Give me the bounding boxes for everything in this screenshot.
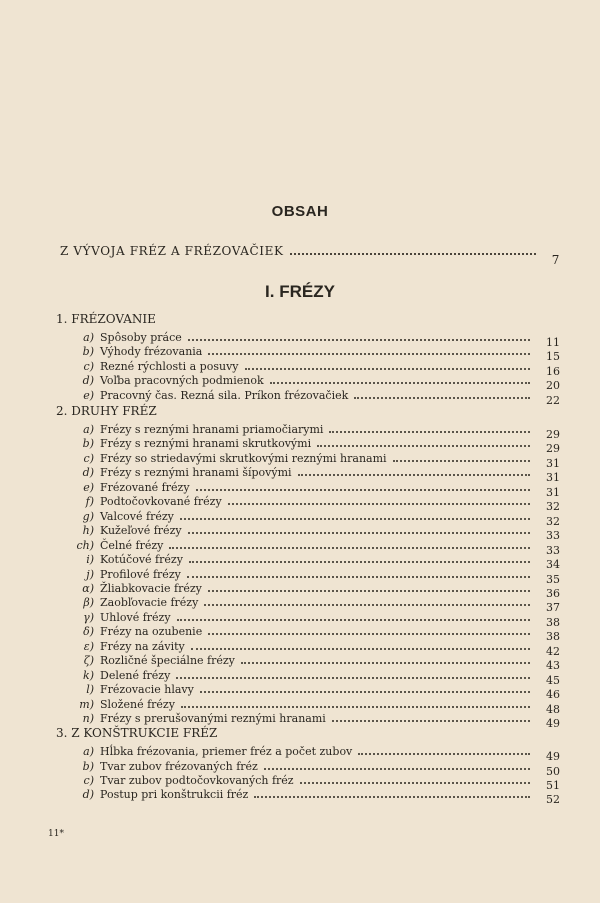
toc-entry-marker: b)	[82, 759, 94, 773]
dot-leader	[317, 445, 530, 447]
toc-entry	[76, 712, 560, 730]
dot-leader	[270, 382, 530, 384]
toc-entry-label: Tvar zubov frézovaných fréz	[100, 759, 258, 773]
toc-entry-marker: ch)	[76, 538, 94, 552]
toc-page-number: 20	[546, 379, 560, 393]
toc-entry-marker: a)	[83, 423, 94, 436]
toc-entry-label: Valcové frézy	[100, 509, 174, 523]
toc-entry	[76, 683, 560, 702]
toc-page-number: 22	[546, 393, 560, 407]
toc-entry	[76, 553, 560, 571]
footer-signature: 11*	[48, 829, 64, 839]
dot-leader	[300, 782, 530, 784]
dot-leader	[241, 662, 530, 664]
toc-entry-label: Frézy s reznými hranami priamočiarymi	[100, 423, 324, 436]
toc-entry	[76, 466, 560, 485]
toc-page-number: 34	[546, 558, 560, 571]
toc-entry-marker: m)	[79, 697, 94, 711]
toc-entry-marker: n)	[82, 712, 94, 725]
toc-entry-label: Pracovný čas. Rezná sila. Príkon frézovačiek	[100, 388, 349, 402]
toc-entry-label: Kotúčové frézy	[100, 553, 183, 566]
toc-page-number: 38	[546, 630, 560, 644]
toc-entry-marker: c)	[83, 359, 94, 373]
toc-entry-marker: e)	[83, 388, 94, 402]
toc-entry	[76, 538, 560, 557]
toc-page-number: 52	[546, 793, 560, 807]
toc-entry	[76, 773, 560, 792]
toc-entry	[76, 745, 560, 763]
toc-entry-marker: β)	[83, 596, 94, 610]
toc-entry-label: Zaobľovacie frézy	[100, 596, 199, 610]
toc-entry-marker: ε)	[83, 639, 94, 653]
dot-leader	[358, 753, 530, 755]
toc-entry-marker: b)	[82, 437, 94, 451]
toc-entry	[76, 625, 560, 644]
toc-page-number: 32	[546, 514, 560, 528]
toc-page-number: 48	[546, 702, 560, 716]
dot-leader	[329, 431, 530, 433]
toc-entry-marker: d)	[82, 374, 94, 388]
toc-entry	[76, 654, 560, 673]
toc-entry	[76, 374, 560, 393]
toc-page-number: 51	[546, 778, 560, 792]
toc-page-number: 31	[546, 485, 560, 499]
toc-entry-label: Výhody frézovania	[100, 345, 203, 359]
dot-leader	[196, 489, 530, 491]
dot-leader	[290, 253, 536, 255]
toc-entry-label: Delené frézy	[100, 668, 171, 682]
toc-entry-marker: a)	[83, 745, 94, 758]
dot-leader	[180, 518, 530, 520]
toc-entry	[76, 788, 560, 807]
toc-entry	[76, 567, 560, 586]
page-title: OBSAH	[271, 203, 329, 220]
toc-entry-label: Rezné rýchlosti a posuvy	[100, 359, 239, 373]
toc-entry-marker: ζ)	[83, 654, 94, 668]
toc-page-number: 32	[546, 500, 560, 514]
dot-leader	[188, 339, 530, 341]
toc-entry	[76, 345, 560, 364]
toc-entry-label: Tvar zubov podtočovkovaných fréz	[100, 773, 294, 787]
toc-page-number: 38	[546, 615, 560, 629]
toc-entry-marker: d)	[82, 788, 94, 802]
toc-page-number: 33	[546, 543, 560, 557]
toc-entry-marker: f)	[85, 495, 94, 509]
toc-entry-label: Složené frézy	[100, 697, 175, 711]
dot-leader	[177, 619, 530, 621]
toc-entry-marker: j)	[86, 567, 94, 581]
toc-entry-marker: k)	[83, 668, 94, 682]
toc-entry-label: Voľba pracovných podmienok	[100, 374, 264, 388]
toc-entry-label: Frézovacie hlavy	[100, 683, 194, 697]
dot-leader	[200, 691, 530, 693]
toc-entry-marker: c)	[83, 451, 94, 465]
toc-entry	[76, 610, 560, 629]
dot-leader	[208, 590, 530, 592]
toc-page-number: 35	[546, 572, 560, 586]
dot-leader	[245, 368, 531, 370]
toc-page-number: 45	[546, 673, 560, 687]
toc-page-number: 49	[546, 717, 560, 730]
toc-entry-label: Spôsoby práce	[100, 331, 182, 344]
dot-leader	[191, 648, 530, 650]
toc-entry-marker: γ)	[83, 610, 94, 624]
section-heading: 2. DRUHY FRÉZ	[56, 404, 157, 418]
toc-entry	[76, 759, 560, 778]
toc-page-number: 36	[546, 587, 560, 600]
dot-leader	[204, 604, 530, 606]
toc-page-number: 43	[546, 659, 560, 673]
toc-page-number: 11	[546, 336, 560, 349]
toc-page-number: 31	[546, 456, 560, 470]
toc-entry	[76, 451, 560, 470]
toc-page-number: 37	[546, 601, 560, 615]
dot-leader	[208, 353, 530, 355]
dot-leader	[298, 474, 530, 476]
toc-entry	[76, 331, 560, 349]
toc-entry-marker: l)	[86, 683, 94, 697]
dot-leader	[187, 576, 530, 578]
toc-entry-marker: δ)	[83, 625, 94, 639]
toc-entry	[76, 423, 560, 441]
toc-entry-label: Čelné frézy	[100, 538, 164, 552]
toc-entry	[76, 509, 560, 528]
toc-entry-label: Z VÝVOJA FRÉZ A FRÉZOVAČIEK	[60, 244, 284, 258]
toc-entry	[76, 524, 560, 543]
section-heading: 1. FRÉZOVANIE	[56, 312, 156, 326]
dot-leader	[254, 796, 530, 798]
toc-entry	[76, 388, 560, 407]
dot-leader	[208, 633, 530, 635]
dot-leader	[354, 397, 530, 399]
toc-page-number: 46	[546, 688, 560, 702]
dot-leader	[189, 561, 530, 563]
toc-entry-marker: c)	[83, 773, 94, 787]
toc-entry-label: Profilové frézy	[100, 567, 181, 581]
toc-entry	[76, 495, 560, 514]
toc-page-number: 33	[546, 529, 560, 543]
toc-entry-marker: b)	[82, 345, 94, 359]
toc-entry-label: Frézy s reznými hranami šípovými	[100, 466, 292, 480]
toc-entry-marker: i)	[86, 553, 94, 566]
toc-entry-marker: d)	[82, 466, 94, 480]
toc-entry	[76, 596, 560, 615]
toc-entry-intro	[60, 244, 560, 267]
toc-page-number: 31	[546, 471, 560, 485]
toc-entry	[76, 359, 560, 378]
section-heading: 3. Z KONŠTRUKCIE FRÉZ	[56, 726, 218, 740]
dot-leader	[188, 532, 530, 534]
part-heading: I. FRÉZY	[265, 282, 335, 301]
dot-leader	[228, 503, 530, 505]
toc-entry	[76, 697, 560, 716]
dot-leader	[176, 677, 530, 679]
toc-entry-label: Frézy na závity	[100, 639, 185, 653]
toc-page-number: 50	[546, 764, 560, 778]
toc-entry-label: Postup pri konštrukcii fréz	[100, 788, 249, 802]
toc-entry-marker: g)	[82, 509, 94, 523]
toc-entry-label: Frézované frézy	[100, 480, 190, 494]
toc-entry	[76, 582, 560, 600]
dot-leader	[169, 547, 530, 549]
dot-leader	[181, 706, 530, 708]
toc-page-number: 16	[546, 364, 560, 378]
dot-leader	[264, 768, 530, 770]
toc-entry-label: Frézy na ozubenie	[100, 625, 203, 639]
toc-entry-label: Žliabkovacie frézy	[100, 582, 202, 595]
toc-entry-label: Frézy s reznými hranami skrutkovými	[100, 437, 312, 451]
toc-entry-marker: a)	[83, 331, 94, 344]
toc-entry-label: Hĺbka frézovania, priemer fréz a počet zubov	[100, 745, 353, 758]
toc-page-number: 29	[546, 428, 560, 441]
toc-entry-label: Rozličné špeciálne frézy	[100, 654, 235, 668]
toc-entry	[76, 639, 560, 658]
toc-entry-label: Podtočovkované frézy	[100, 495, 222, 509]
toc-entry-marker: e)	[83, 480, 94, 494]
toc-page-number: 29	[546, 442, 560, 456]
dot-leader	[393, 460, 530, 462]
toc-entry	[76, 437, 560, 456]
toc-entry-marker: α)	[82, 582, 94, 595]
toc-entry-label: Frézy s prerušovanými reznými hranami	[100, 712, 326, 725]
toc-entry-label: Kužeľové frézy	[100, 524, 182, 538]
toc-page-number: 42	[546, 644, 560, 658]
dot-leader	[332, 720, 530, 722]
toc-entry	[76, 480, 560, 499]
toc-page-number: 7	[551, 253, 560, 267]
toc-entry-label: Uhlové frézy	[100, 610, 171, 624]
toc-entry	[76, 668, 560, 687]
toc-entry-label: Frézy so striedavými skrutkovými reznými hranami	[100, 451, 387, 465]
toc-page-number: 15	[546, 350, 560, 364]
toc-entry-marker: h)	[82, 524, 94, 538]
toc-page-number: 49	[546, 750, 560, 763]
